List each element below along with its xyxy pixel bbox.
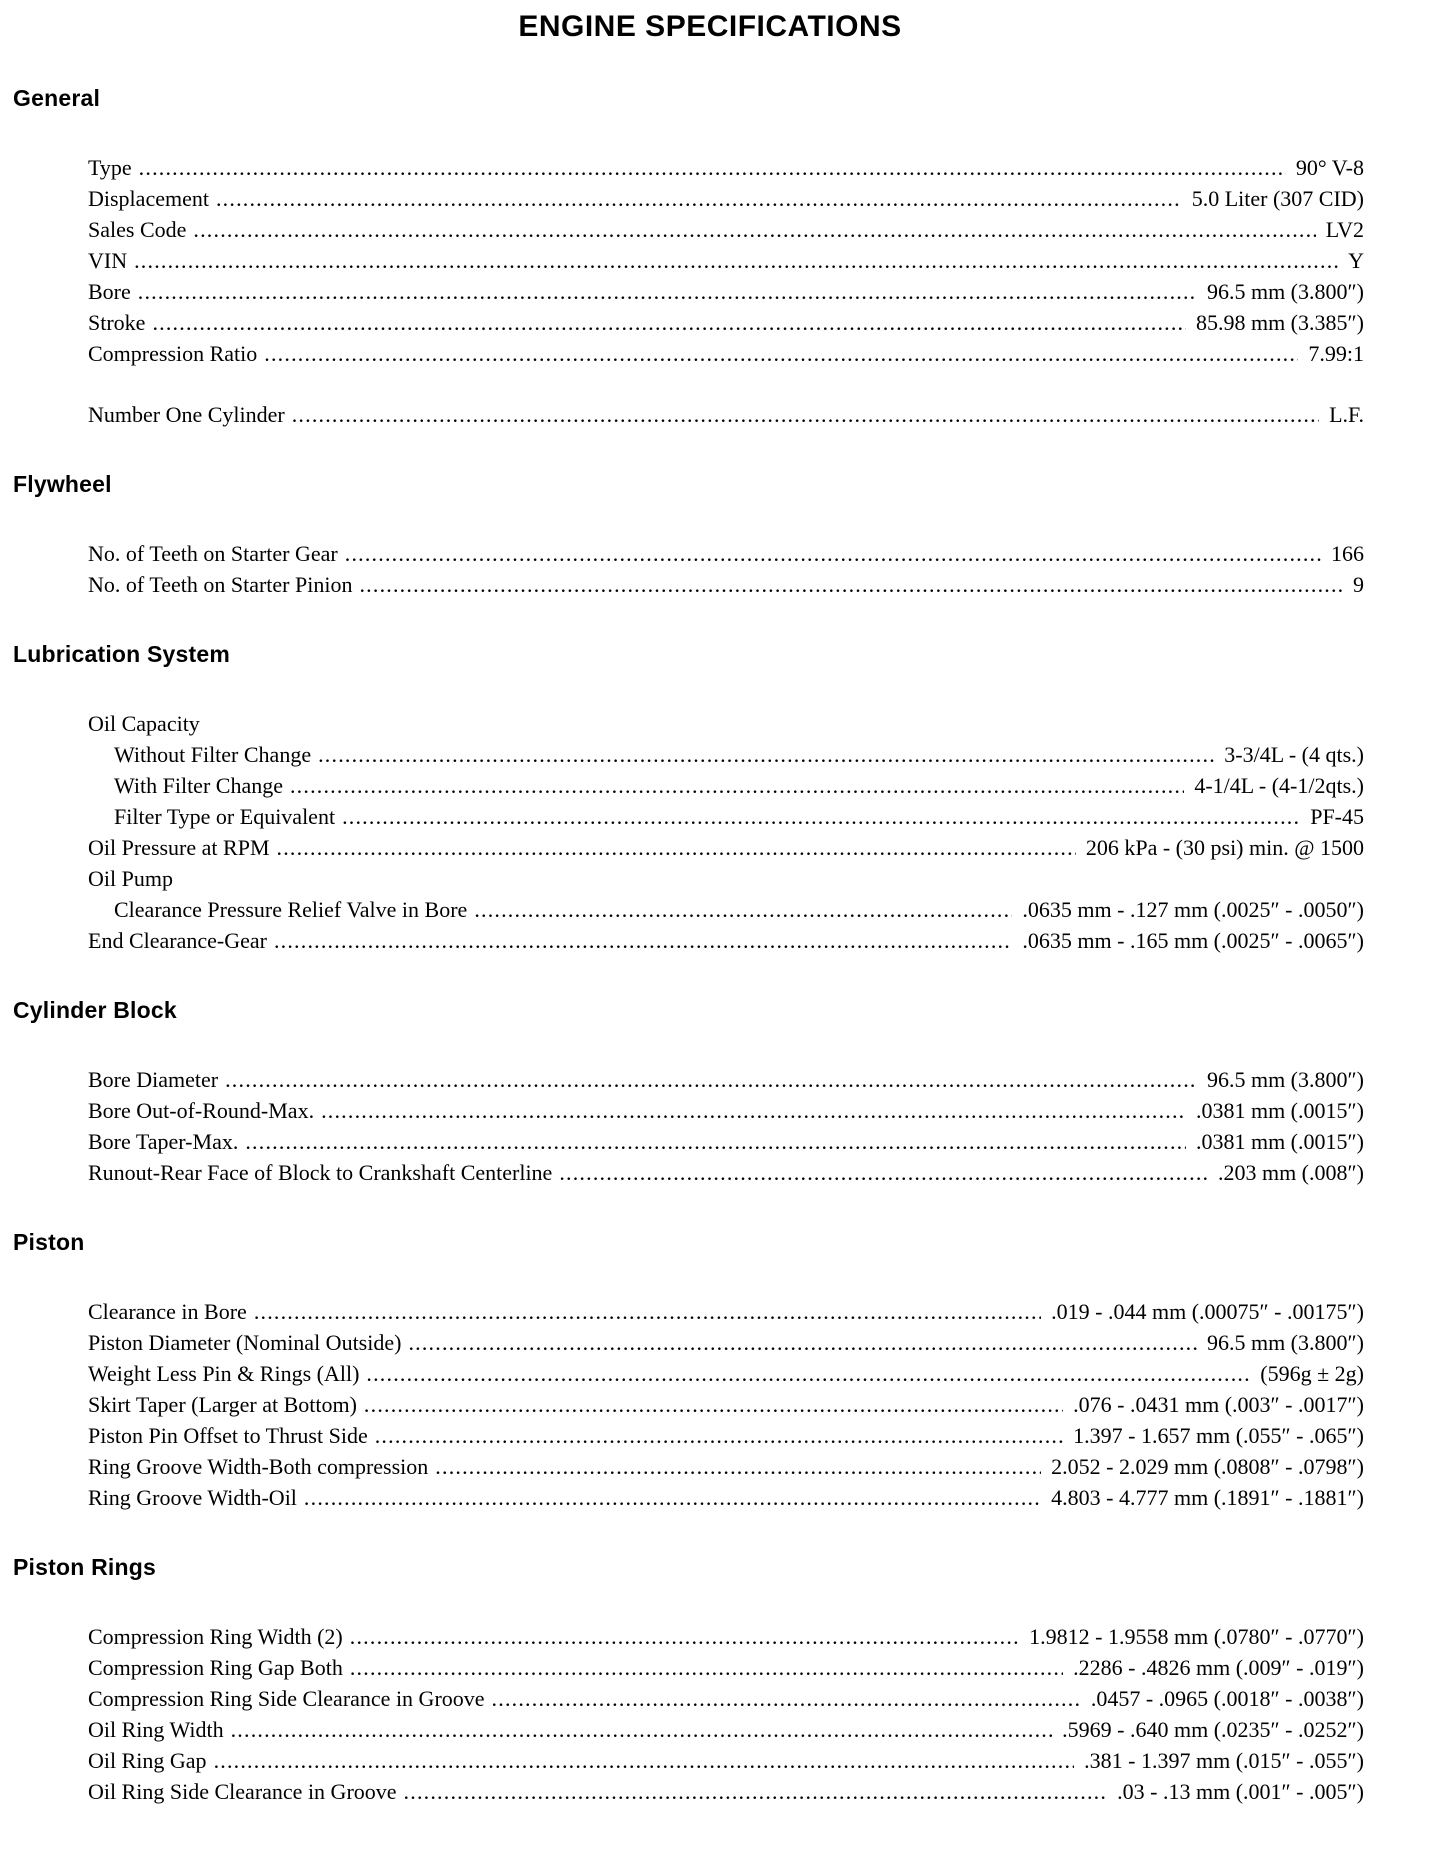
spec-row (88, 1621, 1364, 1652)
spec-row (88, 1714, 1364, 1745)
spec-rows (88, 1064, 1364, 1188)
spec-label: Number One Cylinder (88, 402, 285, 427)
spec-value: Y (1348, 248, 1364, 273)
spec-label: Oil Ring Width (88, 1717, 224, 1742)
spec-label: Oil Pressure at RPM (88, 835, 270, 860)
spec-label: Oil Pump (88, 866, 173, 891)
spec-row (88, 801, 1364, 832)
dot-leader (350, 1652, 1063, 1683)
spec-value: 206 kPa - (30 psi) min. @ 1500 (1085, 835, 1364, 860)
dot-leader (364, 1389, 1063, 1420)
spec-label: Ring Groove Width-Oil (88, 1485, 297, 1510)
dot-leader (359, 569, 1343, 600)
page-title: ENGINE SPECIFICATIONS (518, 10, 902, 43)
dot-leader (225, 1064, 1197, 1095)
spec-label: No. of Teeth on Starter Gear (88, 541, 338, 566)
spec-row (88, 925, 1364, 956)
spec-label: Type (88, 155, 132, 180)
spec-row (88, 183, 1364, 214)
spec-label: Compression Ratio (88, 341, 258, 366)
spec-label: Piston Pin Offset to Thrust Side (88, 1423, 368, 1448)
dot-leader (350, 1621, 1019, 1652)
spec-label: Oil Ring Side Clearance in Groove (88, 1779, 397, 1804)
spec-label: Bore Diameter (88, 1067, 219, 1092)
section-heading: Cylinder Block (13, 997, 177, 1023)
spec-label: Runout-Rear Face of Block to Crankshaft Centerline (88, 1160, 553, 1185)
spec-value: 4.803 - 4.777 mm (.1891″ - .1881″) (1051, 1485, 1364, 1510)
dot-leader (138, 276, 1197, 307)
dot-leader (231, 1714, 1053, 1745)
spec-value: .381 - 1.397 mm (.015″ - .055″) (1084, 1748, 1364, 1773)
spec-row (88, 863, 1364, 894)
dot-leader (254, 1296, 1041, 1327)
dot-leader (304, 1482, 1041, 1513)
spec-label: Oil Capacity (88, 711, 200, 736)
spec-row (88, 1327, 1364, 1358)
dot-leader (375, 1420, 1063, 1451)
dot-leader (408, 1327, 1197, 1358)
dot-leader (277, 832, 1076, 863)
spec-value: 1.397 - 1.657 mm (.055″ - .065″) (1073, 1423, 1364, 1448)
spec-label: Weight Less Pin & Rings (All) (88, 1361, 360, 1386)
spec-value: .0457 - .0965 (.0018″ - .0038″) (1090, 1686, 1364, 1711)
section-lubrication-system (0, 640, 1440, 956)
spec-row (88, 538, 1364, 569)
spec-row (88, 1358, 1364, 1389)
dot-leader (366, 1358, 1250, 1389)
section-flywheel (0, 470, 1440, 600)
section-heading: Piston Rings (13, 1554, 156, 1580)
spec-row (88, 739, 1364, 770)
spec-value: LV2 (1325, 217, 1364, 242)
spec-value: L.F. (1329, 402, 1364, 427)
dot-leader (342, 801, 1300, 832)
spec-value: 166 (1331, 541, 1364, 566)
spec-label: Clearance in Bore (88, 1299, 247, 1324)
dot-leader (474, 894, 1012, 925)
section-heading: Piston (13, 1229, 85, 1255)
spec-row (88, 1420, 1364, 1451)
dot-leader (318, 739, 1214, 770)
dot-leader (404, 1776, 1108, 1807)
dot-leader (345, 538, 1321, 569)
spec-rows (88, 1621, 1364, 1807)
spec-row (88, 1482, 1364, 1513)
spec-label: Compression Ring Side Clearance in Groove (88, 1686, 485, 1711)
spec-value: PF-45 (1310, 804, 1364, 829)
spec-label: Filter Type or Equivalent (114, 804, 336, 829)
spec-value: (596g ± 2g) (1260, 1361, 1364, 1386)
spec-value: 7.99:1 (1308, 341, 1364, 366)
section-heading: Lubrication System (13, 641, 231, 667)
spec-label: End Clearance-Gear (88, 928, 267, 953)
dot-leader (216, 183, 1182, 214)
spec-value: .03 - .13 mm (.001″ - .005″) (1117, 1779, 1364, 1804)
spec-value: 4-1/4L - (4-1/2qts.) (1194, 773, 1364, 798)
spec-row (88, 894, 1364, 925)
spec-row (88, 1064, 1364, 1095)
spec-label: Bore Out-of-Round-Max. (88, 1098, 315, 1123)
spec-row (88, 1389, 1364, 1420)
dot-leader (245, 1126, 1186, 1157)
dot-leader (492, 1683, 1081, 1714)
spec-value: 9 (1353, 572, 1364, 597)
spec-value: .2286 - .4826 mm (.009″ - .019″) (1073, 1655, 1364, 1680)
spec-label: No. of Teeth on Starter Pinion (88, 572, 353, 597)
spec-row (88, 770, 1364, 801)
spec-label: Displacement (88, 186, 209, 211)
spec-row (88, 1126, 1364, 1157)
spec-value: .203 mm (.008″) (1217, 1160, 1364, 1185)
dot-leader (321, 1095, 1186, 1126)
spec-value: 5.0 Liter (307 CID) (1191, 186, 1364, 211)
spec-value: 96.5 mm (3.800″) (1206, 1330, 1364, 1355)
dot-leader (264, 338, 1298, 369)
spec-label: Compression Ring Gap Both (88, 1655, 343, 1680)
spec-value: .0635 mm - .165 mm (.0025″ - .0065″) (1022, 928, 1364, 953)
dot-leader (559, 1157, 1208, 1188)
spec-label: Skirt Taper (Larger at Bottom) (88, 1392, 357, 1417)
spec-row (88, 832, 1364, 863)
spec-row (88, 1095, 1364, 1126)
spec-row (88, 1683, 1364, 1714)
spec-row (88, 152, 1364, 183)
spec-row (88, 399, 1364, 430)
dot-leader (292, 399, 1319, 430)
spec-row (88, 276, 1364, 307)
spec-row (88, 1451, 1364, 1482)
spec-label: Oil Ring Gap (88, 1748, 207, 1773)
spec-rows (88, 538, 1364, 600)
section-heading: Flywheel (13, 471, 112, 497)
spec-label: Ring Groove Width-Both compression (88, 1454, 429, 1479)
spec-value: 2.052 - 2.029 mm (.0808″ - .0798″) (1051, 1454, 1364, 1479)
dot-leader (139, 152, 1286, 183)
spec-row (88, 1776, 1364, 1807)
dot-leader (290, 770, 1184, 801)
dot-leader (134, 245, 1338, 276)
spec-label: With Filter Change (114, 773, 283, 798)
spec-value: .019 - .044 mm (.00075″ - .00175″) (1051, 1299, 1364, 1324)
dot-leader (274, 925, 1012, 956)
spec-row (88, 1652, 1364, 1683)
section-general (0, 84, 1440, 430)
spec-rows (88, 708, 1364, 956)
spec-label: Sales Code (88, 217, 187, 242)
spec-label: Bore Taper-Max. (88, 1129, 239, 1154)
spec-value: .0381 mm (.0015″) (1195, 1129, 1364, 1154)
spec-label: Stroke (88, 310, 146, 335)
spec-row (88, 708, 1364, 739)
spec-row (88, 1157, 1364, 1188)
spec-value: 96.5 mm (3.800″) (1206, 279, 1364, 304)
spec-row (88, 245, 1364, 276)
sections (0, 84, 1440, 1807)
spec-row (88, 1296, 1364, 1327)
section-piston (0, 1228, 1440, 1513)
dot-leader (152, 307, 1186, 338)
spec-label: Piston Diameter (Nominal Outside) (88, 1330, 402, 1355)
spec-row (88, 1745, 1364, 1776)
spec-value: 96.5 mm (3.800″) (1206, 1067, 1364, 1092)
section-heading: General (13, 85, 101, 111)
spec-label: Bore (88, 279, 131, 304)
spec-label: VIN (88, 248, 128, 273)
spec-row (88, 214, 1364, 245)
spec-label: Without Filter Change (114, 742, 312, 767)
spec-value: .0635 mm - .127 mm (.0025″ - .0050″) (1022, 897, 1364, 922)
dot-leader (435, 1451, 1041, 1482)
spec-rows (88, 152, 1364, 430)
spec-row (88, 338, 1364, 369)
section-cylinder-block (0, 996, 1440, 1188)
spec-row (88, 307, 1364, 338)
spec-label: Compression Ring Width (2) (88, 1624, 343, 1649)
dot-leader (193, 214, 1315, 245)
section-piston-rings (0, 1553, 1440, 1807)
spec-value: 90° V-8 (1295, 155, 1364, 180)
spec-label: Clearance Pressure Relief Valve in Bore (114, 897, 468, 922)
spec-row (88, 569, 1364, 600)
spec-value: .0381 mm (.0015″) (1195, 1098, 1364, 1123)
spec-value: 3-3/4L - (4 qts.) (1224, 742, 1364, 767)
dot-leader (214, 1745, 1075, 1776)
spec-value: 1.9812 - 1.9558 mm (.0780″ - .0770″) (1029, 1624, 1364, 1649)
spec-value: .076 - .0431 mm (.003″ - .0017″) (1073, 1392, 1364, 1417)
spec-rows (88, 1296, 1364, 1513)
spec-value: 85.98 mm (3.385″) (1195, 310, 1364, 335)
spec-value: .5969 - .640 mm (.0235″ - .0252″) (1062, 1717, 1364, 1742)
